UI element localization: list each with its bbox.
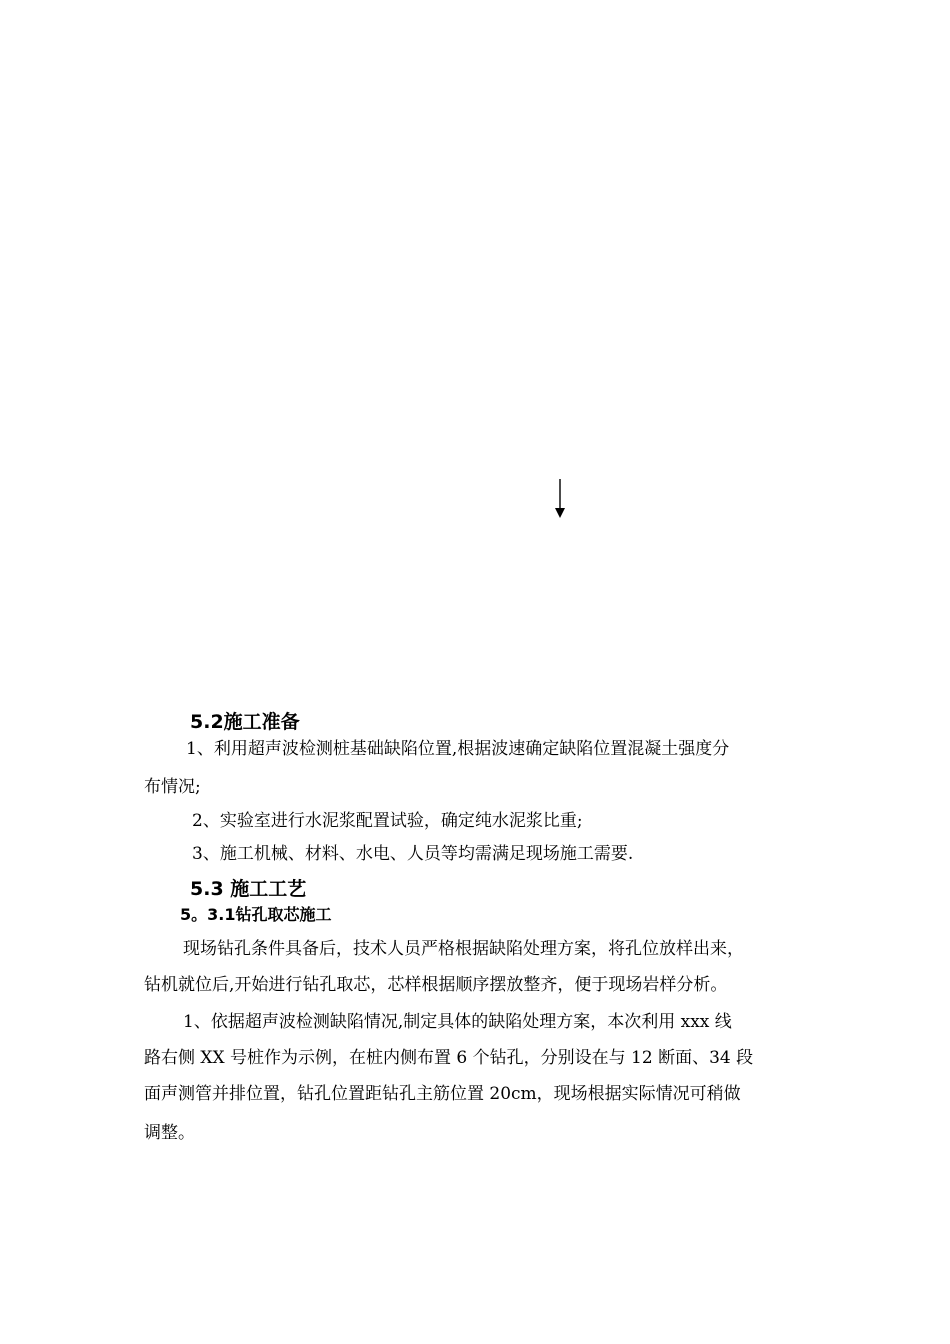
section-heading-5-3: 5.3 施工工艺 <box>190 878 307 900</box>
paragraph-2-line-1: 1、依据超声波检测缺陷情况,制定具体的缺陷处理方案，本次利用 xxx 线 <box>183 1012 732 1032</box>
prep-item-1-line-1: 1、利用超声波检测桩基础缺陷位置,根据波速确定缺陷位置混凝土强度分 <box>186 739 730 759</box>
paragraph-2-line-2: 路右侧 XX 号桩作为示例，在桩内侧布置 6 个钻孔，分别设在与 12 断面、34 段 <box>144 1048 754 1068</box>
prep-item-1-line-2: 布情况; <box>144 777 201 797</box>
paragraph-1-line-1: 现场钻孔条件具备后，技术人员严格根据缺陷处理方案，将孔位放样出来， <box>183 939 744 959</box>
section-heading-5-2: 5.2施工准备 <box>190 711 300 733</box>
prep-item-2: 2、实验室进行水泥浆配置试验，确定纯水泥浆比重; <box>192 811 583 831</box>
down-arrow-icon <box>553 479 567 519</box>
paragraph-2-line-4: 调整。 <box>144 1123 195 1143</box>
paragraph-1-line-2: 钻机就位后,开始进行钻孔取芯，芯样根据顺序摆放整齐，便于现场岩样分析。 <box>144 975 728 995</box>
sub-heading-5-3-1: 5。3.1钻孔取芯施工 <box>180 905 332 924</box>
paragraph-2-line-3: 面声测管并排位置，钻孔位置距钻孔主筋位置 20cm，现场根据实际情况可稍做 <box>144 1084 741 1104</box>
prep-item-3: 3、施工机械、材料、水电、人员等均需满足现场施工需要. <box>192 844 634 864</box>
